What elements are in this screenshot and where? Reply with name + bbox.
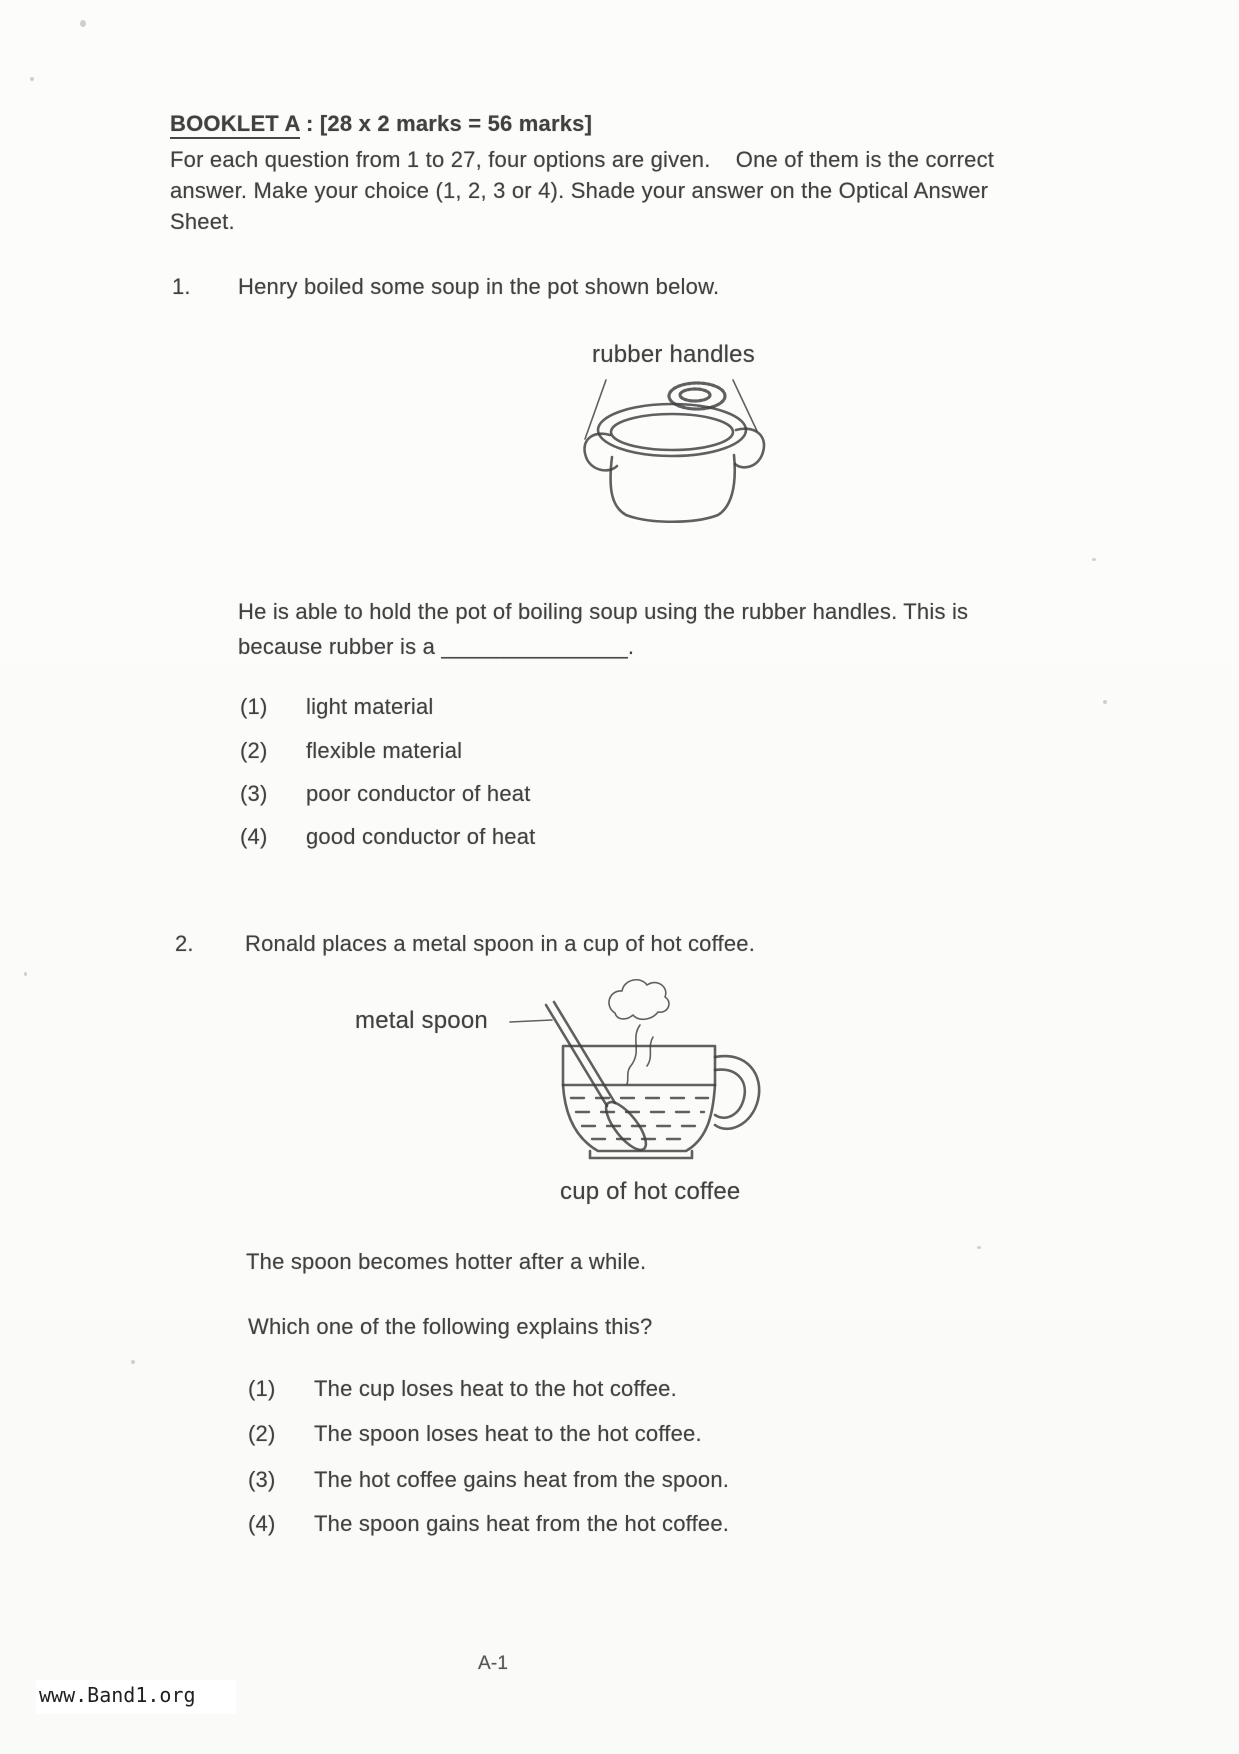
option-label: The hot coffee gains heat from the spoon.	[314, 1467, 730, 1492]
scan-speck	[1092, 558, 1096, 561]
option-label: light material	[306, 694, 434, 719]
booklet-marks: : [28 x 2 marks = 56 marks]	[299, 111, 593, 136]
pot-lid-outer	[598, 404, 746, 456]
booklet-heading	[170, 110, 592, 138]
blank-prefix: because rubber is a	[238, 634, 442, 659]
rubber-handles-label: rubber handles	[592, 341, 755, 368]
coffee-cup-illustration	[440, 975, 780, 1170]
leader-line-left	[585, 380, 606, 439]
option-row	[248, 1510, 729, 1538]
question-body: The spoon becomes hotter after a while.	[246, 1249, 647, 1274]
pot-lid-inner	[611, 414, 733, 450]
cup-handle-inner	[715, 1070, 745, 1118]
question-number: 2.	[175, 931, 194, 956]
option-row	[248, 1466, 729, 1494]
spoon-handle	[546, 1005, 607, 1106]
scan-speck	[1103, 700, 1107, 704]
instructions-line: answer. Make your choice (1, 2, 3 or 4). Shade your answer on the Optical Answer	[170, 178, 989, 203]
option-row	[248, 1375, 677, 1403]
option-number: (1)	[248, 1376, 276, 1401]
option-number: (3)	[248, 1467, 276, 1492]
watermark: www.Band1.org	[36, 1680, 236, 1714]
scan-speck	[24, 972, 27, 976]
option-number: (2)	[248, 1421, 276, 1446]
option-number: (3)	[240, 781, 268, 806]
option-row	[240, 823, 535, 851]
question-body	[238, 633, 634, 661]
metal-spoon-label: metal spoon	[355, 1007, 488, 1034]
cup-caption: cup of hot coffee	[560, 1178, 741, 1205]
option-label: The cup loses heat to the hot coffee.	[314, 1376, 677, 1401]
option-row	[240, 737, 462, 765]
scan-speck	[131, 1360, 135, 1364]
option-label: flexible material	[306, 738, 463, 763]
option-number: (4)	[240, 824, 268, 849]
pot-illustration	[560, 335, 790, 535]
option-row	[240, 780, 531, 808]
scan-speck	[977, 1246, 981, 1249]
pot-knob-inner	[680, 389, 710, 401]
option-label: The spoon loses heat to the hot coffee.	[314, 1421, 702, 1446]
question-body: He is able to hold the pot of boiling soup using the rubber handles. This is	[238, 599, 969, 624]
option-label: good conductor of heat	[306, 824, 536, 849]
question-text: Ronald places a metal spoon in a cup of hot coffee.	[245, 931, 756, 956]
booklet-title: BOOKLET A	[170, 111, 300, 139]
pot-body	[611, 455, 735, 522]
steam-wisp	[627, 1025, 640, 1084]
option-row	[248, 1420, 702, 1448]
option-row	[240, 693, 434, 721]
steam-cloud-icon	[609, 980, 669, 1020]
question-number: 1.	[172, 274, 191, 299]
steam-wisp	[647, 1037, 653, 1066]
option-label: poor conductor of heat	[306, 781, 531, 806]
pot-handle-right	[735, 429, 764, 468]
option-number: (4)	[248, 1511, 276, 1536]
scan-speck	[30, 77, 34, 81]
option-label: The spoon gains heat from the hot coffee.	[314, 1511, 730, 1536]
question-body: Which one of the following explains this?	[248, 1314, 653, 1339]
label-pointer-line	[510, 1020, 552, 1022]
cup-rim	[563, 1046, 715, 1085]
page-number: A-1	[478, 1653, 509, 1674]
instructions-line: For each question from 1 to 27, four options are given. One of them is the correct	[170, 147, 995, 172]
answer-blank: _______________.	[441, 634, 635, 659]
instructions-line: Sheet.	[170, 209, 235, 234]
cup-bowl	[563, 1085, 715, 1151]
option-number: (1)	[240, 694, 268, 719]
option-number: (2)	[240, 738, 268, 763]
question-text: Henry boiled some soup in the pot shown below.	[238, 274, 720, 299]
scan-speck	[80, 20, 86, 27]
